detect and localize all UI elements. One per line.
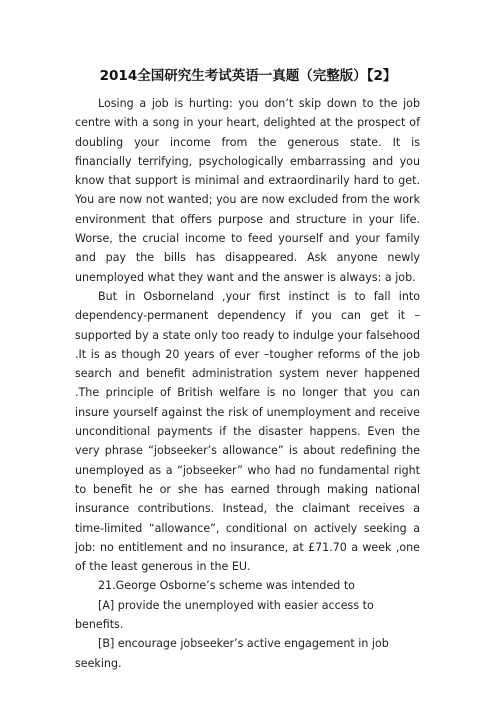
document-title: 2014全国研究生考试英语一真题（完整版）【2】 [99,68,397,84]
paragraph-2: But in Osborneland ,your first instinct is to fall into dependency-permanent dependency if you can get it –supported by a state only too ready to indulge your falsehood .It is as though 20 years of ever –tougher reforms of the job search and benefit administration system never happened .The principle of British welfare is no longer that you can insure yourself against the risk of unemployment and receive unconditional payments if the disaster happens. Even the very phrase “jobseeker’s allowance” is about redefining the unemployed as a “jobseeker” who had no fundamental right to benefit he or she has earned through making national insurance contributions. Instead, the claimant receives a time-limited “allowance”, conditional on actively seeking a job: no entitlement and no insurance, at £71.70 a week ,one of the least generous in the EU. [75,289,420,574]
document-body [75,94,420,673]
option-a: [A] provide the unemployed with easier access to benefits. [75,598,374,632]
paragraph-1: Losing a job is hurting: you don’t skip down to the job centre with a song in your heart, delighted at the prospect of doubling your income from the generous state. It is financially terrifying, psychologically embarrassing and you know that support is minimal and extraordinarily hard to get. You are now not wanted; you are now excluded from the work environment that offers purpose and structure in your life. Worse, the crucial income to feed yourself and your family and pay the bills has disappeared. Ask anyone newly unemployed what they want and the answer is always: a job. [75,97,420,284]
option-b: [B] encourage jobseeker’s active engagement in job seeking. [75,637,389,670]
question-21: 21.George Osborne’s scheme was intended to [98,579,355,593]
